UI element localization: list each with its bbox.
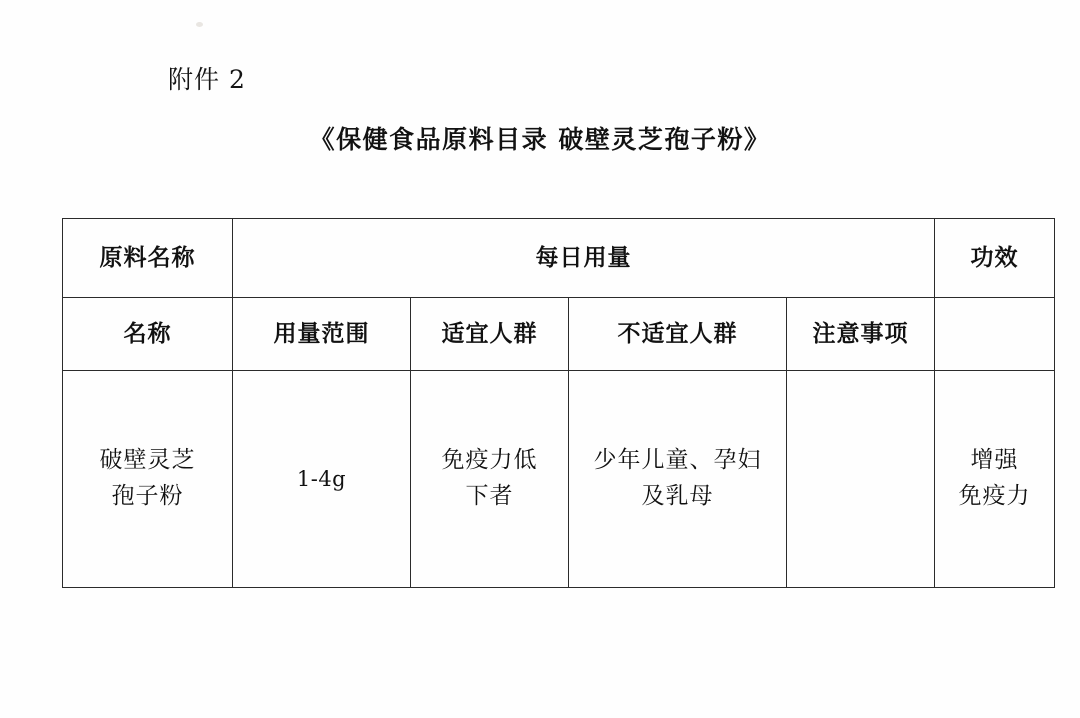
cell-unsuitable-line2: 及乳母 <box>641 483 714 509</box>
cell-material-name-line2: 孢子粉 <box>111 483 184 509</box>
cell-suitable-group <box>411 371 569 588</box>
cell-unsuitable-group <box>569 371 787 588</box>
cell-material-name <box>63 371 233 588</box>
cell-dosage-range: 1-4g <box>233 371 411 588</box>
header-efficacy: 功效 <box>935 219 1055 298</box>
header-dosage-range: 用量范围 <box>233 298 411 371</box>
table-header-row-1 <box>63 219 1055 298</box>
header-unsuitable-group: 不适宜人群 <box>569 298 787 371</box>
table-header-row-2 <box>63 298 1055 371</box>
header-raw-material: 原料名称 <box>63 219 233 298</box>
header-name: 名称 <box>63 298 233 371</box>
table-row <box>63 371 1055 588</box>
cell-efficacy <box>935 371 1055 588</box>
cell-notes <box>787 371 935 588</box>
attachment-label: 附件 2 <box>168 65 246 94</box>
page-title: 《保健食品原料目录 破壁灵芝孢子粉》 <box>309 125 771 154</box>
cell-material-name-line1: 破壁灵芝 <box>99 447 196 474</box>
header-efficacy-sub <box>935 298 1055 371</box>
cell-suitable-line1: 免疫力低 <box>441 447 538 474</box>
cell-unsuitable-line1: 少年儿童、孕妇 <box>593 447 762 474</box>
header-suitable-group: 适宜人群 <box>411 298 569 371</box>
cell-efficacy-line2: 免疫力 <box>958 483 1031 509</box>
header-notes: 注意事项 <box>787 298 935 371</box>
cell-efficacy-line1: 增强 <box>970 447 1019 474</box>
scan-speckle <box>196 22 203 27</box>
cell-suitable-line2: 下者 <box>465 483 514 509</box>
header-daily-dosage: 每日用量 <box>233 219 935 298</box>
ingredient-catalog-table <box>62 218 1055 588</box>
